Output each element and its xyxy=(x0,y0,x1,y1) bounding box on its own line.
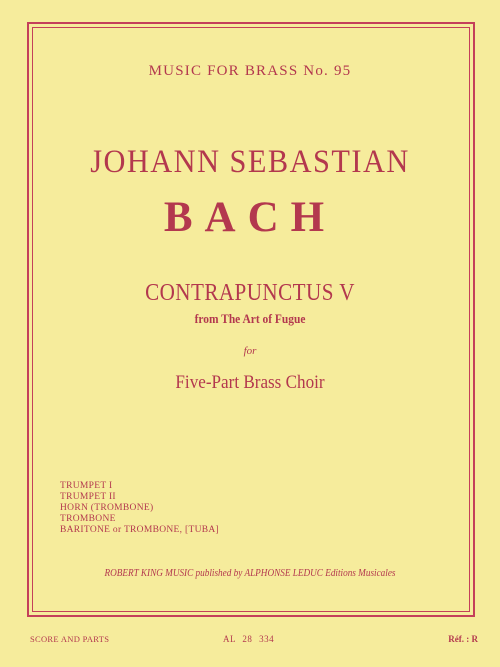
footer-catalog-number: AL 28 334 xyxy=(223,634,275,644)
footer-ref: Réf. : R xyxy=(448,634,478,644)
series-title: MUSIC FOR BRASS No. 95 xyxy=(148,63,352,79)
footer-score-parts: SCORE AND PARTS xyxy=(30,634,110,644)
ensemble-name: Five-Part Brass Choir xyxy=(175,372,325,393)
for-label: for xyxy=(243,345,257,357)
instrument-item: TRUMPET I xyxy=(60,481,113,491)
work-subtitle: from The Art of Fugue xyxy=(194,311,306,326)
composer-first-name: JOHANN SEBASTIAN xyxy=(90,144,410,180)
instrument-item: TRUMPET II xyxy=(60,492,116,502)
instrument-item: HORN (TROMBONE) xyxy=(60,503,154,513)
publisher-line: ROBERT KING MUSIC published by ALPHONSE LEDUC Editions Musicales xyxy=(104,568,396,579)
instrument-item: BARITONE or TROMBONE, [TUBA] xyxy=(60,525,219,535)
work-title: CONTRAPUNCTUS V xyxy=(145,280,355,306)
instrument-item: TROMBONE xyxy=(60,514,116,524)
instrument-list xyxy=(60,481,219,536)
composer-last-name: BACH xyxy=(163,194,337,241)
